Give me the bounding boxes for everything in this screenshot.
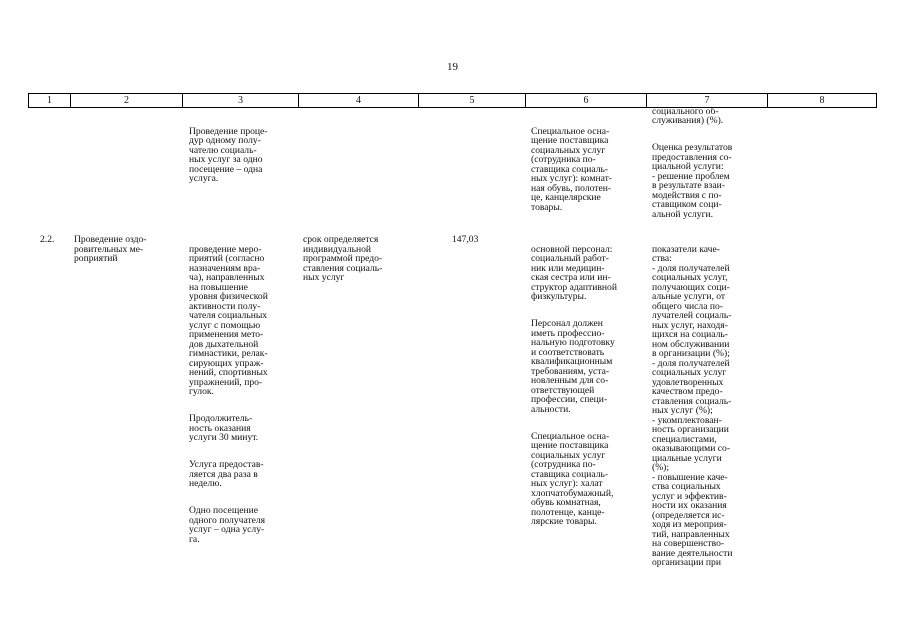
continuation-service-description xyxy=(189,117,299,193)
description-paragraph: Одно посещение одного получателя услуг – одна услу- га. xyxy=(189,505,266,545)
header-col-2: 2 xyxy=(71,94,183,107)
page-number: 19 xyxy=(447,61,458,73)
header-col-6: 6 xyxy=(526,94,647,107)
service-term: срок определяется индивидуальной программой предо- ставления социаль- ных услуг xyxy=(303,234,383,283)
continuation-quality-indicators xyxy=(652,97,764,229)
conditions-paragraph: Персонал должен иметь профессио- нальную подготовку и соответствовать квалификационным требованиям, уста- новленным для со- ответствующей профессии, специ- альности. xyxy=(531,318,615,415)
continuation-indicators-paragraph: социального об- служивания) (%). xyxy=(652,105,724,126)
indicators-paragraph: показатели каче- ства: - доля получателей социальных услуг, получающих соци- альные услуги, от общего числа по- лучателей социаль- ных услуг, находя- щихся на социаль- ном обслуживании в организации (%); - доля получателей социальных услуг удовлетворенных качеством предо- ставления социаль- ных услуг (%); - укомплектован- ность организации специалистами, оказывающими со- циальные услуги (%); - повышение каче- ства социальных услуг и эффектив- ности их оказания (определяется ис- ходя из мероприя- тий, направленных на совершенство- вание деятельности организации при xyxy=(652,243,733,568)
header-col-3: 3 xyxy=(183,94,299,107)
header-col-5: 5 xyxy=(419,94,526,107)
description-paragraph: проведение меро- приятий (согласно назначениям вра- ча), направленных на повышение уровня физической активности полу- чателя социальных услуг с помощью применения мето- дов дыхательной гимнастики, релак- сирующих упраж- нений, спортивных упражнений, про- гулок. xyxy=(189,243,268,397)
continuation-service-conditions xyxy=(531,117,641,222)
quality-indicators xyxy=(652,235,766,577)
service-name: Проведение оздо- ровительных ме- роприятий xyxy=(74,234,147,264)
description-paragraph: Услуга предостав- ляется два раза в неделю. xyxy=(189,459,264,489)
header-col-1: 1 xyxy=(29,94,71,107)
conditions-paragraph: Специальное осна- щение поставщика социальных услуг (сотрудника по- ставщика социаль- ных услуг): халат хлопчатобумажный, обувь комнатная, полотенце, канце- лярские товары. xyxy=(531,430,614,527)
service-conditions xyxy=(531,235,643,536)
continuation-conditions-paragraph: Специальное осна- щение поставщика социальных услуг (сотрудника по- ставщика социаль- ных услуг): комнат- ная обувь, полотен- це, канцелярские товары. xyxy=(531,125,612,213)
service-description xyxy=(189,235,299,554)
row-number: 2.2. xyxy=(40,234,55,245)
continuation-indicators-paragraph: Оценка результатов предоставления со- циальной услуги: - решение проблем в результате взаи- модействия с по- ставщиком соци- альной услуги. xyxy=(652,142,733,220)
header-col-4: 4 xyxy=(299,94,419,107)
service-tariff: 147,03 xyxy=(452,234,479,245)
conditions-paragraph: основной персонал: социальный работ- ник или медицин- ская сестра или ин- структор адаптивной физкультуры. xyxy=(531,243,617,302)
header-col-8: 8 xyxy=(819,95,825,106)
continuation-description-paragraph: Проведение проце- дур одному полу- чателю социаль- ных услуг за одно посещение – одна услуга. xyxy=(189,125,268,184)
description-paragraph: Продолжитель- ность оказания услуги 30 минут. xyxy=(189,413,259,443)
header-col-7: 7 xyxy=(647,94,768,107)
